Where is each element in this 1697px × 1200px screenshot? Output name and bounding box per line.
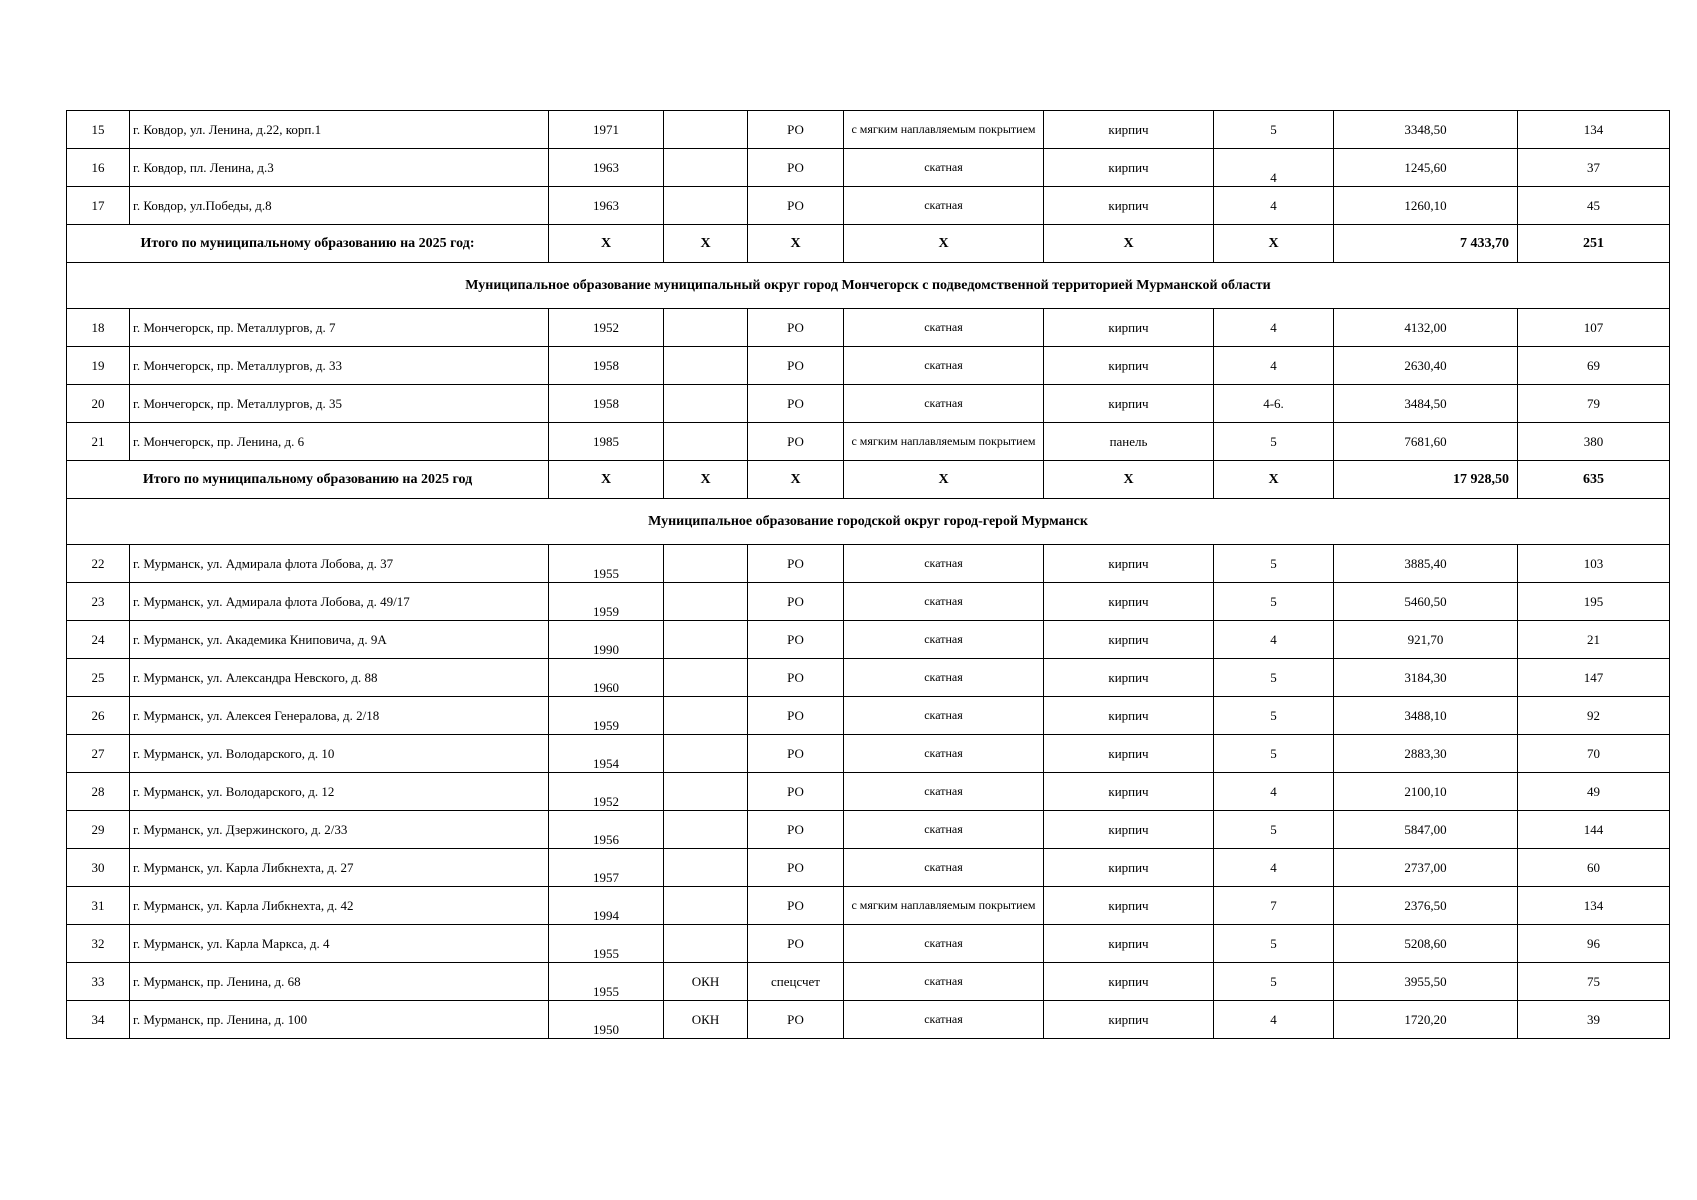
residents-cell: 21 bbox=[1518, 621, 1670, 659]
year-cell: 1994 bbox=[549, 887, 664, 925]
area-cell: 3184,30 bbox=[1334, 659, 1518, 697]
roof-type-cell: скатная bbox=[844, 659, 1044, 697]
floors-cell: 5 bbox=[1214, 811, 1334, 849]
total-residents: 251 bbox=[1518, 225, 1670, 263]
roof-type-cell: скатная bbox=[844, 309, 1044, 347]
wall-material-cell: кирпич bbox=[1044, 309, 1214, 347]
floors-cell: 7 bbox=[1214, 887, 1334, 925]
total-x-cell: X bbox=[1044, 225, 1214, 263]
fund-cell: РО bbox=[748, 347, 844, 385]
year-cell: 1958 bbox=[549, 385, 664, 423]
floors-cell: 5 bbox=[1214, 423, 1334, 461]
address-cell: г. Мурманск, ул. Алексея Генералова, д. 2/18 bbox=[130, 697, 549, 735]
year-cell: 1955 bbox=[549, 963, 664, 1001]
residents-cell: 60 bbox=[1518, 849, 1670, 887]
roof-type-cell: скатная bbox=[844, 925, 1044, 963]
floors-cell: 4 bbox=[1214, 187, 1334, 225]
address-cell: г. Мурманск, ул. Карла Либкнехта, д. 42 bbox=[130, 887, 549, 925]
wall-material-cell: кирпич bbox=[1044, 347, 1214, 385]
floors-cell: 5 bbox=[1214, 735, 1334, 773]
total-x-cell: X bbox=[1044, 461, 1214, 499]
area-cell: 3488,10 bbox=[1334, 697, 1518, 735]
fund-cell: РО bbox=[748, 309, 844, 347]
floors-cell: 5 bbox=[1214, 583, 1334, 621]
total-area: 17 928,50 bbox=[1334, 461, 1518, 499]
roof-type-cell: скатная bbox=[844, 347, 1044, 385]
area-cell: 2630,40 bbox=[1334, 347, 1518, 385]
address-cell: г. Мурманск, пр. Ленина, д. 68 bbox=[130, 963, 549, 1001]
wall-material-cell: кирпич bbox=[1044, 621, 1214, 659]
wall-material-cell: кирпич bbox=[1044, 697, 1214, 735]
total-x-cell: X bbox=[748, 225, 844, 263]
floors-cell: 5 bbox=[1214, 659, 1334, 697]
address-cell: г. Ковдор, ул. Ленина, д.22, корп.1 bbox=[130, 111, 549, 149]
address-cell: г. Ковдор, пл. Ленина, д.3 bbox=[130, 149, 549, 187]
wall-material-cell: кирпич bbox=[1044, 583, 1214, 621]
row-number-cell: 21 bbox=[67, 423, 130, 461]
fund-cell: РО bbox=[748, 697, 844, 735]
address-cell: г. Мурманск, ул. Адмирала флота Лобова, д. 49/17 bbox=[130, 583, 549, 621]
table-row bbox=[67, 347, 1670, 385]
status-cell: ОКН bbox=[664, 963, 748, 1001]
houses-table bbox=[66, 110, 1670, 1039]
wall-material-cell: кирпич bbox=[1044, 887, 1214, 925]
wall-material-cell: кирпич bbox=[1044, 1001, 1214, 1039]
wall-material-cell: кирпич bbox=[1044, 149, 1214, 187]
area-cell: 1260,10 bbox=[1334, 187, 1518, 225]
row-number-cell: 17 bbox=[67, 187, 130, 225]
table-row bbox=[67, 925, 1670, 963]
table-row bbox=[67, 811, 1670, 849]
row-number-cell: 23 bbox=[67, 583, 130, 621]
address-cell: г. Мончегорск, пр. Металлургов, д. 7 bbox=[130, 309, 549, 347]
area-cell: 1245,60 bbox=[1334, 149, 1518, 187]
year-cell: 1985 bbox=[549, 423, 664, 461]
row-number-cell: 19 bbox=[67, 347, 130, 385]
total-row bbox=[67, 461, 1670, 499]
address-cell: г. Мурманск, ул. Карла Маркса, д. 4 bbox=[130, 925, 549, 963]
residents-cell: 37 bbox=[1518, 149, 1670, 187]
floors-cell: 5 bbox=[1214, 545, 1334, 583]
wall-material-cell: кирпич bbox=[1044, 925, 1214, 963]
wall-material-cell: кирпич bbox=[1044, 773, 1214, 811]
year-cell: 1955 bbox=[549, 545, 664, 583]
year-cell: 1957 bbox=[549, 849, 664, 887]
table-row bbox=[67, 659, 1670, 697]
status-cell bbox=[664, 887, 748, 925]
fund-cell: РО bbox=[748, 735, 844, 773]
fund-cell: РО bbox=[748, 385, 844, 423]
area-cell: 5847,00 bbox=[1334, 811, 1518, 849]
area-cell: 7681,60 bbox=[1334, 423, 1518, 461]
table-row bbox=[67, 385, 1670, 423]
wall-material-cell: кирпич bbox=[1044, 545, 1214, 583]
roof-type-cell: скатная bbox=[844, 1001, 1044, 1039]
row-number-cell: 34 bbox=[67, 1001, 130, 1039]
residents-cell: 96 bbox=[1518, 925, 1670, 963]
municipality-header-row bbox=[67, 263, 1670, 309]
year-cell: 1963 bbox=[549, 149, 664, 187]
residents-cell: 134 bbox=[1518, 887, 1670, 925]
fund-cell: РО bbox=[748, 187, 844, 225]
fund-cell: РО bbox=[748, 849, 844, 887]
status-cell bbox=[664, 309, 748, 347]
floors-cell: 5 bbox=[1214, 925, 1334, 963]
total-x-cell: X bbox=[549, 461, 664, 499]
table-row bbox=[67, 887, 1670, 925]
area-cell: 3348,50 bbox=[1334, 111, 1518, 149]
total-area: 7 433,70 bbox=[1334, 225, 1518, 263]
area-cell: 3484,50 bbox=[1334, 385, 1518, 423]
municipality-header: Муниципальное образование городской округ город-герой Мурманск bbox=[67, 499, 1670, 545]
status-cell bbox=[664, 423, 748, 461]
table-row bbox=[67, 773, 1670, 811]
area-cell: 3955,50 bbox=[1334, 963, 1518, 1001]
year-cell: 1971 bbox=[549, 111, 664, 149]
year-cell: 1990 bbox=[549, 621, 664, 659]
row-number-cell: 16 bbox=[67, 149, 130, 187]
floors-cell: 4 bbox=[1214, 347, 1334, 385]
floors-cell: 5 bbox=[1214, 963, 1334, 1001]
address-cell: г. Мурманск, ул. Адмирала флота Лобова, д. 37 bbox=[130, 545, 549, 583]
fund-cell: РО bbox=[748, 111, 844, 149]
status-cell bbox=[664, 583, 748, 621]
residents-cell: 70 bbox=[1518, 735, 1670, 773]
table-row bbox=[67, 423, 1670, 461]
year-cell: 1958 bbox=[549, 347, 664, 385]
total-label: Итого по муниципальному образованию на 2025 год bbox=[67, 461, 549, 499]
table-row bbox=[67, 849, 1670, 887]
area-cell: 2100,10 bbox=[1334, 773, 1518, 811]
address-cell: г. Мурманск, ул. Александра Невского, д. 88 bbox=[130, 659, 549, 697]
roof-type-cell: скатная bbox=[844, 385, 1044, 423]
status-cell bbox=[664, 849, 748, 887]
residents-cell: 45 bbox=[1518, 187, 1670, 225]
residents-cell: 147 bbox=[1518, 659, 1670, 697]
table-row bbox=[67, 111, 1670, 149]
area-cell: 3885,40 bbox=[1334, 545, 1518, 583]
roof-type-cell: скатная bbox=[844, 187, 1044, 225]
total-row bbox=[67, 225, 1670, 263]
roof-type-cell: с мягким наплавляемым покрытием bbox=[844, 111, 1044, 149]
table-row bbox=[67, 697, 1670, 735]
row-number-cell: 30 bbox=[67, 849, 130, 887]
row-number-cell: 18 bbox=[67, 309, 130, 347]
floors-cell: 4 bbox=[1214, 849, 1334, 887]
area-cell: 2376,50 bbox=[1334, 887, 1518, 925]
roof-type-cell: скатная bbox=[844, 149, 1044, 187]
table-row bbox=[67, 963, 1670, 1001]
roof-type-cell: с мягким наплавляемым покрытием bbox=[844, 887, 1044, 925]
year-cell: 1956 bbox=[549, 811, 664, 849]
municipality-header: Муниципальное образование муниципальный округ город Мончегорск с подведомственной территорией Мурманской области bbox=[67, 263, 1670, 309]
address-cell: г. Мончегорск, пр. Металлургов, д. 35 bbox=[130, 385, 549, 423]
fund-cell: РО bbox=[748, 811, 844, 849]
year-cell: 1955 bbox=[549, 925, 664, 963]
fund-cell: РО bbox=[748, 545, 844, 583]
residents-cell: 75 bbox=[1518, 963, 1670, 1001]
year-cell: 1952 bbox=[549, 309, 664, 347]
status-cell bbox=[664, 811, 748, 849]
area-cell: 4132,00 bbox=[1334, 309, 1518, 347]
floors-cell: 5 bbox=[1214, 697, 1334, 735]
floors-cell: 5 bbox=[1214, 111, 1334, 149]
wall-material-cell: панель bbox=[1044, 423, 1214, 461]
total-x-cell: X bbox=[844, 225, 1044, 263]
residents-cell: 144 bbox=[1518, 811, 1670, 849]
status-cell bbox=[664, 347, 748, 385]
row-number-cell: 20 bbox=[67, 385, 130, 423]
row-number-cell: 22 bbox=[67, 545, 130, 583]
residents-cell: 69 bbox=[1518, 347, 1670, 385]
year-cell: 1960 bbox=[549, 659, 664, 697]
status-cell bbox=[664, 545, 748, 583]
fund-cell: РО bbox=[748, 621, 844, 659]
status-cell bbox=[664, 385, 748, 423]
row-number-cell: 29 bbox=[67, 811, 130, 849]
roof-type-cell: скатная bbox=[844, 849, 1044, 887]
address-cell: г. Ковдор, ул.Победы, д.8 bbox=[130, 187, 549, 225]
row-number-cell: 27 bbox=[67, 735, 130, 773]
fund-cell: РО bbox=[748, 583, 844, 621]
residents-cell: 92 bbox=[1518, 697, 1670, 735]
table-row bbox=[67, 149, 1670, 187]
roof-type-cell: скатная bbox=[844, 697, 1044, 735]
residents-cell: 134 bbox=[1518, 111, 1670, 149]
fund-cell: РО bbox=[748, 887, 844, 925]
wall-material-cell: кирпич bbox=[1044, 849, 1214, 887]
wall-material-cell: кирпич bbox=[1044, 385, 1214, 423]
roof-type-cell: скатная bbox=[844, 583, 1044, 621]
status-cell: ОКН bbox=[664, 1001, 748, 1039]
total-label: Итого по муниципальному образованию на 2025 год: bbox=[67, 225, 549, 263]
area-cell: 5460,50 bbox=[1334, 583, 1518, 621]
roof-type-cell: скатная bbox=[844, 773, 1044, 811]
total-x-cell: X bbox=[1214, 225, 1334, 263]
table-row bbox=[67, 1001, 1670, 1039]
table-row bbox=[67, 309, 1670, 347]
status-cell bbox=[664, 773, 748, 811]
address-cell: г. Мурманск, пр. Ленина, д. 100 bbox=[130, 1001, 549, 1039]
status-cell bbox=[664, 111, 748, 149]
address-cell: г. Мурманск, ул. Карла Либкнехта, д. 27 bbox=[130, 849, 549, 887]
year-cell: 1954 bbox=[549, 735, 664, 773]
year-cell: 1959 bbox=[549, 583, 664, 621]
status-cell bbox=[664, 735, 748, 773]
wall-material-cell: кирпич bbox=[1044, 659, 1214, 697]
area-cell: 2883,30 bbox=[1334, 735, 1518, 773]
floors-cell: 4 bbox=[1214, 309, 1334, 347]
roof-type-cell: скатная bbox=[844, 735, 1044, 773]
table-row bbox=[67, 735, 1670, 773]
wall-material-cell: кирпич bbox=[1044, 963, 1214, 1001]
fund-cell: РО bbox=[748, 659, 844, 697]
total-x-cell: X bbox=[664, 225, 748, 263]
table-row bbox=[67, 583, 1670, 621]
row-number-cell: 31 bbox=[67, 887, 130, 925]
address-cell: г. Мурманск, ул. Академика Книповича, д. 9А bbox=[130, 621, 549, 659]
row-number-cell: 25 bbox=[67, 659, 130, 697]
roof-type-cell: скатная bbox=[844, 963, 1044, 1001]
residents-cell: 380 bbox=[1518, 423, 1670, 461]
total-x-cell: X bbox=[549, 225, 664, 263]
residents-cell: 103 bbox=[1518, 545, 1670, 583]
floors-cell: 4 bbox=[1214, 149, 1334, 187]
fund-cell: РО bbox=[748, 149, 844, 187]
floors-cell: 4 bbox=[1214, 621, 1334, 659]
address-cell: г. Мурманск, ул. Володарского, д. 10 bbox=[130, 735, 549, 773]
status-cell bbox=[664, 621, 748, 659]
total-x-cell: X bbox=[1214, 461, 1334, 499]
fund-cell: РО bbox=[748, 423, 844, 461]
total-x-cell: X bbox=[748, 461, 844, 499]
floors-cell: 4 bbox=[1214, 1001, 1334, 1039]
status-cell bbox=[664, 149, 748, 187]
total-x-cell: X bbox=[664, 461, 748, 499]
residents-cell: 39 bbox=[1518, 1001, 1670, 1039]
status-cell bbox=[664, 659, 748, 697]
fund-cell: РО bbox=[748, 773, 844, 811]
row-number-cell: 28 bbox=[67, 773, 130, 811]
address-cell: г. Мончегорск, пр. Ленина, д. 6 bbox=[130, 423, 549, 461]
municipality-header-row bbox=[67, 499, 1670, 545]
area-cell: 5208,60 bbox=[1334, 925, 1518, 963]
floors-cell: 4-6. bbox=[1214, 385, 1334, 423]
row-number-cell: 26 bbox=[67, 697, 130, 735]
table-row bbox=[67, 621, 1670, 659]
status-cell bbox=[664, 697, 748, 735]
wall-material-cell: кирпич bbox=[1044, 111, 1214, 149]
table-row bbox=[67, 187, 1670, 225]
wall-material-cell: кирпич bbox=[1044, 187, 1214, 225]
roof-type-cell: скатная bbox=[844, 621, 1044, 659]
wall-material-cell: кирпич bbox=[1044, 811, 1214, 849]
residents-cell: 49 bbox=[1518, 773, 1670, 811]
year-cell: 1952 bbox=[549, 773, 664, 811]
roof-type-cell: скатная bbox=[844, 545, 1044, 583]
fund-cell: спецсчет bbox=[748, 963, 844, 1001]
wall-material-cell: кирпич bbox=[1044, 735, 1214, 773]
status-cell bbox=[664, 187, 748, 225]
residents-cell: 107 bbox=[1518, 309, 1670, 347]
row-number-cell: 32 bbox=[67, 925, 130, 963]
row-number-cell: 15 bbox=[67, 111, 130, 149]
table-row bbox=[67, 545, 1670, 583]
year-cell: 1950 bbox=[549, 1001, 664, 1039]
address-cell: г. Мурманск, ул. Дзержинского, д. 2/33 bbox=[130, 811, 549, 849]
roof-type-cell: с мягким наплавляемым покрытием bbox=[844, 423, 1044, 461]
status-cell bbox=[664, 925, 748, 963]
area-cell: 1720,20 bbox=[1334, 1001, 1518, 1039]
year-cell: 1959 bbox=[549, 697, 664, 735]
fund-cell: РО bbox=[748, 925, 844, 963]
floors-cell: 4 bbox=[1214, 773, 1334, 811]
area-cell: 2737,00 bbox=[1334, 849, 1518, 887]
row-number-cell: 33 bbox=[67, 963, 130, 1001]
area-cell: 921,70 bbox=[1334, 621, 1518, 659]
fund-cell: РО bbox=[748, 1001, 844, 1039]
total-residents: 635 bbox=[1518, 461, 1670, 499]
residents-cell: 79 bbox=[1518, 385, 1670, 423]
address-cell: г. Мурманск, ул. Володарского, д. 12 bbox=[130, 773, 549, 811]
total-x-cell: X bbox=[844, 461, 1044, 499]
year-cell: 1963 bbox=[549, 187, 664, 225]
roof-type-cell: скатная bbox=[844, 811, 1044, 849]
address-cell: г. Мончегорск, пр. Металлургов, д. 33 bbox=[130, 347, 549, 385]
residents-cell: 195 bbox=[1518, 583, 1670, 621]
row-number-cell: 24 bbox=[67, 621, 130, 659]
